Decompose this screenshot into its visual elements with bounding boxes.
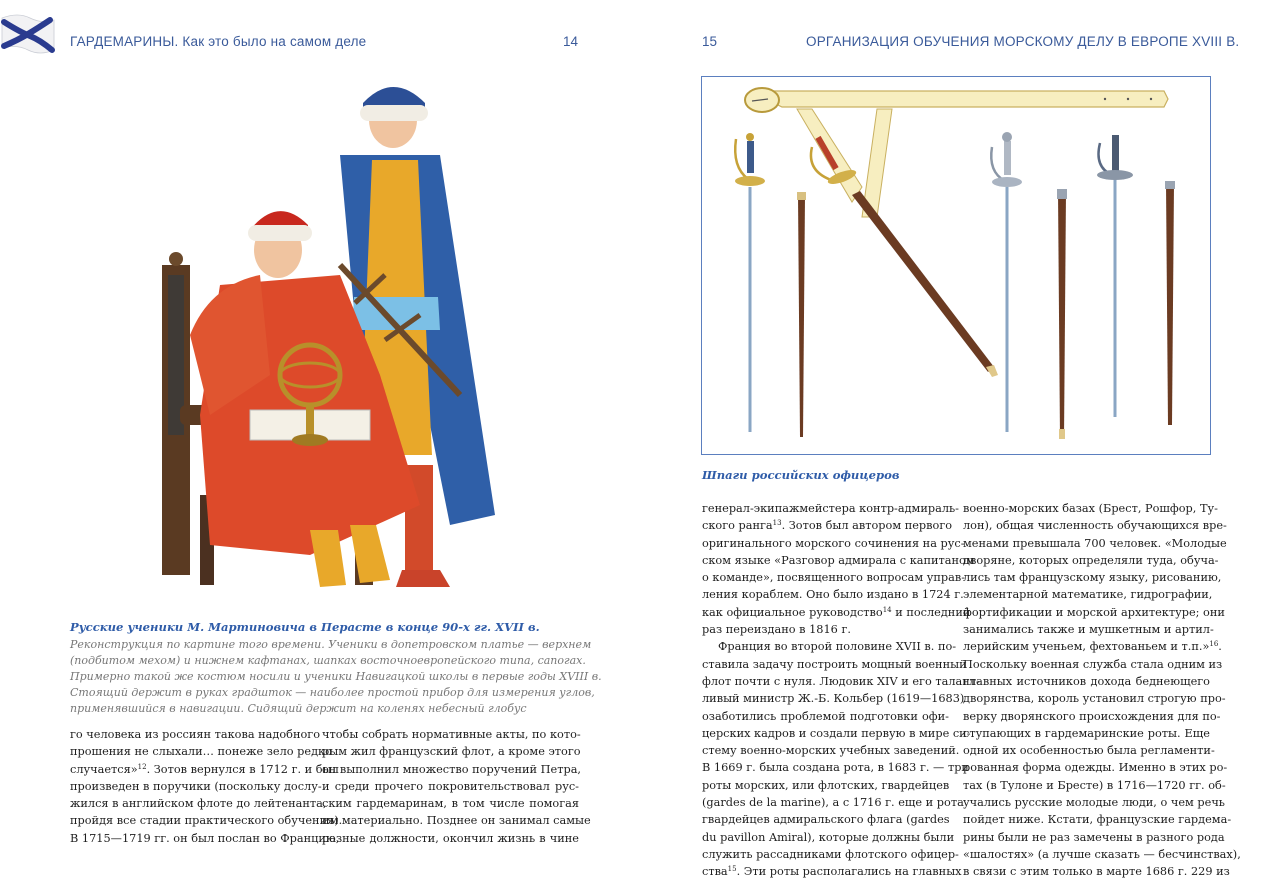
figure-caption-body-left [70, 637, 602, 717]
footnote-ref[interactable]: 13 [772, 519, 782, 528]
caption-line: Стоящий держит в руках градшток — наиболее простой прибор для измерения углов, [70, 686, 595, 699]
text-line: роты морских, или флотских, гвардейцев [702, 778, 950, 792]
text-line: одной их особенностью была регламенти- [963, 744, 1215, 758]
text-line: тах (в Тулоне и Бресте) в 1716—1720 гг. об- [963, 778, 1226, 792]
page-number-right: 15 [702, 34, 718, 49]
sword-belt [745, 88, 1168, 217]
text-line: дворянства, король установил строгую про- [963, 692, 1226, 706]
students-illustration [150, 75, 520, 605]
text-line: го человека из россиян такова надобного [70, 728, 321, 741]
sword-gilt-hilt [735, 133, 765, 432]
text-line: им материально. Позднее он занимал самые [322, 814, 591, 828]
caption-line: (подбитом мехом) и нижнем кафтанах, шапках восточноевропейского типа, сапогах. [70, 654, 586, 667]
text-line: фортификации и морской архитектуре; они [963, 605, 1225, 619]
text-line: генерал-экипажмейстера контр-адмираль- [702, 502, 959, 515]
text-line: лерийским ученьем, фехтованьем и т.п.»$^{16}$. [963, 640, 1222, 654]
text-line: в связи с этим только в марте 1686 г. 229 из [963, 865, 1230, 879]
text-line: военно-морских базах (Брест, Рошфор, Ту- [963, 502, 1218, 515]
text-line: менами превышала 700 человек. «Молодые [963, 536, 1227, 550]
text-line: флот почти с нуля. Людовик XIV и его талант- [702, 674, 980, 688]
text-line: Поскольку военная служба стала одним из [963, 657, 1223, 671]
text-line: ступающих в гардемаринские роты. Еще [963, 726, 1210, 740]
text-line: случается»$^{12}$. Зотов вернулся в 1712 г. и был [70, 762, 339, 776]
text-line: о команде», посвященного вопросам управ- [702, 571, 966, 585]
text-line: пойдет ниже. Кстати, французские гардема- [963, 813, 1232, 827]
text-line: В 1669 г. была создана рота, в 1683 г. — три [702, 761, 969, 775]
text-line: церских кадров и создали первую в мире си- [702, 726, 971, 740]
text-line: ском языке «Разговор адмирала с капитаном [702, 553, 975, 567]
text-line: произведен в поручики (поскольку дослу- [70, 779, 322, 793]
text-line: верку дворянского происхождения для по- [963, 709, 1221, 723]
body-column-right-2 [963, 500, 1241, 881]
text-line: «шалостях» (а лучше сказать — бесчинствах), [963, 847, 1241, 861]
text-line: прошения не слыхали… понеже зело редко [70, 745, 332, 759]
body-column-right-1 [702, 500, 980, 881]
text-line: он выполнил множество поручений Петра, [322, 762, 582, 776]
swords-illustration [702, 77, 1210, 454]
text-line: озаботились проблемой подготовки офи- [702, 709, 949, 723]
st-andrews-flag-icon [0, 10, 56, 60]
footnote-ref[interactable]: 15 [727, 865, 737, 874]
footnote-ref[interactable]: 14 [882, 605, 892, 614]
text-line: (gardes de la marine), а с 1716 г. еще и рота [702, 796, 964, 810]
text-line: разные должности, окончил жизнь в чине [322, 831, 579, 845]
text-line: В 1715—1719 гг. он был послан во Францию, [70, 831, 340, 845]
footnote-ref[interactable]: 16 [1209, 640, 1219, 649]
text-line: учались русские молодые люди, о чем речь [963, 796, 1225, 810]
text-line: гвардейцев адмиральского флага (gardes [702, 813, 950, 827]
text-line: ства$^{15}$. Эти роты располагались на главных [702, 865, 962, 879]
text-line: жился в английском флоте до лейтенанта, [70, 797, 327, 811]
text-line: раз переиздано в 1816 г. [702, 623, 851, 637]
scabbard-3 [1165, 181, 1175, 425]
text-line: рованная форма одежды. Именно в этих ро- [963, 761, 1228, 775]
text-line: рым жил французский флот, а кроме этого [322, 745, 581, 759]
text-line: ливый министр Ж.-Б. Кольбер (1619—1683) [702, 692, 965, 706]
text-line: лись там французскому языку, рисованию, [963, 571, 1222, 585]
sword-steel-hilt [1097, 135, 1133, 417]
text-line: оригинального морского сочинения на рус- [702, 536, 965, 550]
text-line: служить рассадниками флотского офицер- [702, 847, 959, 861]
caption-line: Примерно такой же костюм носили и ученики Навигацкой школы в первые годы XVIII в. [70, 670, 602, 683]
scabbard-1 [797, 192, 806, 437]
text-line: Франция во второй половине XVII в. по- [718, 640, 957, 654]
swords-figure-frame [701, 76, 1211, 455]
running-head-right: ОРГАНИЗАЦИЯ ОБУЧЕНИЯ МОРСКОМУ ДЕЛУ В ЕВРОПЕ XVIII В. [806, 34, 1240, 49]
scabbard-2 [1057, 189, 1067, 439]
body-column-left-1 [70, 726, 343, 847]
text-line: главных источников дохода беднеющего [963, 674, 1210, 688]
text-line: ления кораблем. Оно было издано в 1724 г. [702, 588, 964, 602]
figure-caption-title-right: Шпаги российских офицеров [702, 468, 900, 482]
text-line: чтобы собрать нормативные акты, по кото- [322, 728, 581, 741]
running-head-left: ГАРДЕМАРИНЫ. Как это было на самом деле [70, 34, 367, 49]
text-line: ского ранга$^{13}$. Зотов был автором первого [702, 519, 953, 533]
text-line: ским гардемаринам, в том числе помогая [322, 797, 579, 811]
text-line: как официальное руководство$^{14}$ и последний [702, 605, 971, 619]
text-line: элементарной математике, гидрографии, [963, 588, 1213, 602]
figure-caption-title-left: Русские ученики М. Мартиновича в Перасте в конце 90-х гг. XVII в. [70, 620, 540, 634]
text-line: дворяне, которых определяли туда, обуча- [963, 553, 1219, 567]
text-line: ставила задачу построить мощный военный [702, 657, 967, 671]
text-line: стему военно-морских учебных заведений. [702, 744, 960, 758]
text-line: и среди прочего покровительствовал рус- [322, 779, 579, 793]
sword-silver-hilt [991, 132, 1022, 432]
footnote-ref[interactable]: 12 [137, 762, 147, 771]
body-column-left-2 [322, 726, 591, 847]
caption-line: применявшийся в навигации. Сидящий держит на коленях небесный глобус [70, 702, 527, 715]
text-line: лон), общая численность обучающихся вре- [963, 519, 1227, 533]
text-line: рины были не раз замечены в разного рода [963, 830, 1225, 844]
text-line: du pavillon Amiral), которые должны были [702, 830, 955, 844]
page-number-left: 14 [563, 34, 579, 49]
caption-line: Реконструкция по картине того времени. Ученики в допетровском платье — верхнем [70, 638, 592, 651]
text-line: занимались также и мушкетным и артил- [963, 623, 1214, 637]
text-line: пройдя все стадии практического обучения). [70, 814, 343, 828]
